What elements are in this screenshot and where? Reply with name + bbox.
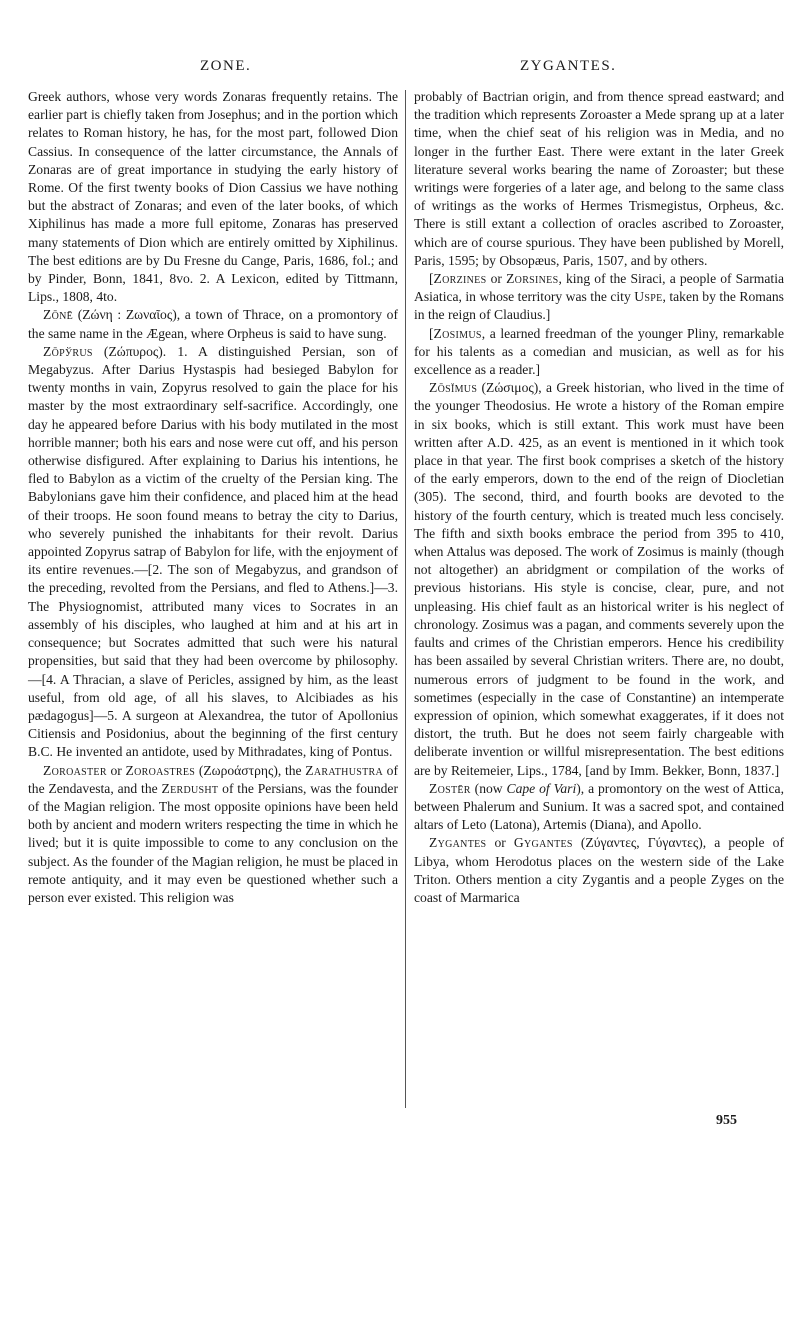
headword-zopyrus: Zōpўrus	[43, 343, 93, 359]
entry-zoster-modern-name: Cape of Vari	[506, 780, 577, 796]
headword-zosimus-historian: Zōsĭmus	[429, 380, 478, 396]
zonaras-continuation: Greek authors, whose very words Zonaras frequently retains. The earlier part is chiefly taken from Josephus; and in the portion which relates to Roman history, he has, for the most part, followed Dion Cassius. In consequence of the latter circumstance, the Annals of Zonaras are of great importance in studying the early history of Rome. Of the first twenty books of Dion Cassius we have nothing but the abstract of Zonaras; and even of the later books, of which Xiphilinus has made a more full epitome, Zonaras has preserved many statements of Dion which are entirely omitted by Xiphilinus. The best editions are by Du Fresne du Cange, Paris, 1686, fol.; and by Pinder, Bonn, 1841, 8vo. 2. A Lexicon, edited by Tittmann, Lips., 1808, 4to.	[28, 89, 398, 305]
connector-or: or	[486, 835, 514, 851]
entry-zone-text: (Ζώνη : Ζωναῖος), a town of Thrace, on a promontory of the same name in the Ægean, where Orpheus is said to have sung.	[28, 307, 398, 341]
headword-gygantes: Gygantes	[513, 835, 573, 851]
entry-zosimus-freedman-text: , a learned freedman of the younger Pliny, remarkable for his talents as a comedian and musician, as well as for his excellence as a reader.]	[414, 325, 784, 378]
entry-zosimus-historian-text: (Ζώσιμος), a Greek historian, who lived in the time of the younger Theodosius. He wrote a history of the Roman empire in six books, which is still extant. This work must have been written after A.D. 425, as an event is mentioned in it which took place in that year. The first book comprises a sketch of the history of the early emperors, down to the end of the reign of Diocletian (305). The second, third, and fourth books are devoted to the history of the fourth century, which is treated much less concisely. The fifth and sixth books embrace the period from 395 to 410, when Attalus was deposed. The work of Zosimus is mainly (though not altogether) an abridgment or compilation of the works of previous historians. His style is concise, clear, pure, and not unpleasing. His chief fault as an historical writer is his neglect of chronology. Zosimus was a pagan, and comments severely upon the faults and crimes of the Christian emperors. Hence his credibility has been assailed by several Christian writers. There are, no doubt, numerous errors of judgment to be found in the work, and sometimes (especially in the case of Constantine) an intemperate expression of opinion, which somewhat exaggerates, if it does not distort, the truth. But he does not seem fairly chargeable with deliberate invention or willful misrepresentation. The best editions are by Reitemeier, Lips., 1784, [and by Imm. Bekker, Bonn, 1837.]	[414, 380, 784, 778]
running-head-right: ZYGANTES.	[520, 58, 617, 74]
headword-zone: Zōnē	[43, 307, 74, 323]
left-column	[28, 88, 398, 907]
bracket-open: [	[429, 271, 434, 287]
entry-zosimus-historian	[414, 379, 784, 779]
entry-zygantes	[414, 834, 784, 907]
headword-zoroastres: Zoroastres	[125, 762, 196, 778]
running-head-left: ZONE.	[200, 58, 252, 74]
bracket-open: [	[429, 325, 434, 341]
entry-zoroaster-text-1: (Ζωροάστρης), the	[195, 762, 306, 778]
entry-zoster	[414, 780, 784, 835]
right-column	[414, 88, 784, 907]
entry-zorzines-text-1: , king of the Siraci, a people of Sarmatia Asiatica, in whose territory was the city	[414, 271, 785, 305]
headword-zoroaster: Zoroaster	[43, 762, 107, 778]
entry-zygantes-text: (Ζύγαντες, Γύγαντες), a people of Libya, whom Herodotus places on the western side of the Lake Triton. Others mention a city Zygantis and a people Zyges on the coast of Marmarica	[414, 835, 785, 905]
entry-zoroaster-text-2: of the Zendavesta, and the	[28, 762, 399, 796]
entry-zoroaster-text-3: of the Persians, was the founder of the Magian religion. The most opposite opinions have been held both by ancient and modern writers respecting the time in which he lived; but it is quite impossible to come to any conclusion on the subject. As the founder of the Magian religion, he must be placed in remote antiquity, and it may even be questioned whether such a person ever existed. This religion was	[28, 780, 398, 905]
connector-or: or	[106, 762, 126, 778]
entry-zopyrus	[28, 343, 398, 762]
entry-zorzines	[414, 270, 784, 325]
headword-zorsines: Zorsines	[506, 271, 559, 287]
entry-zone	[28, 306, 398, 342]
headword-zerdusht: Zerdusht	[161, 780, 219, 796]
headword-zarathustra: Zarathustra	[305, 762, 383, 778]
entry-zoroaster	[28, 762, 398, 908]
headword-uspe: Uspe	[634, 289, 663, 305]
entry-zosimus-freedman	[414, 325, 784, 380]
headword-zorzines: Zorzines	[433, 271, 487, 287]
headword-zoster: Zostēr	[429, 780, 471, 796]
entry-zoster-text-1: (now	[470, 780, 507, 796]
entry-zoster-text-2: ), a promontory on the west of Attica, between Phalerum and Sunium. It was a sacred spot, and contained altars of Leto (Latona), Artemis (Diana), and Apollo.	[414, 780, 784, 833]
entry-zorzines-text-2: , taken by the Romans in the reign of Claudius.]	[414, 289, 784, 323]
page-number: 955	[716, 1113, 737, 1128]
zoroaster-continuation: probably of Bactrian origin, and from thence spread eastward; and the tradition which represents Zoroaster a Mede sprang up at a later time, when the chief seat of his religion was in Media, and no longer in the further East. There were extant in the later Greek literature several works bearing the name of Zoroaster; but these writings were forgeries of a later age, and belong to the same class of writings as the works of Hermes Trismegistus, Orpheus, &c. There is still extant a collection of oracles ascribed to Zoroaster, which are of course spurious. They have been published by Morell, Paris, 1595; by Obsopæus, Paris, 1507, and by others.	[414, 89, 784, 268]
headword-zygantes: Zygantes	[429, 835, 487, 851]
entry-zopyrus-text: (Ζώπυρος). 1. A distinguished Persian, son of Megabyzus. After Darius Hystaspis had besieged Babylon for twenty months in vain, Zopyrus resolved to gain the place for his master by the most extraordinary self-sacrifice. Accordingly, one day he appeared before Darius with his body mutilated in the most horrible manner; both his ears and nose were cut off, and his person otherwise disfigured. After explaining to Darius his intentions, he fled to Babylon as a victim of the cruelty of the Persian king. The Babylonians gave him their confidence, and placed him at the head of their troops. He soon found means to betray the city to Darius, who severely punished the inhabitants for their revolt. Darius appointed Zopyrus satrap of Babylon for life, with the enjoyment of its entire revenues.—[2. The son of Megabyzus, and grandson of the preceding, revolted from the Persians, and fled to Athens.]—3. The Physiognomist, attributed many vices to Socrates in an assembly of his disciples, who laughed at him and at his art in consequence; but Socrates admitted that such were his natural propensities, but said that they had been overcome by philosophy.—[4. A Thracian, a slave of Pericles, assigned by him, as the least useful, from old age, of all his slaves, to Alcibiades as his pædagogus]—5. A surgeon at Alexandrea, the tutor of Apollonius Citiensis and Posidonius, about the beginning of the first century B.C. He invented an antidote, used by Mithradates, king of Pontus.	[28, 343, 398, 760]
connector-or: or	[486, 271, 507, 287]
column-divider	[405, 90, 406, 1108]
headword-zosimus-freedman: Zosimus	[433, 325, 482, 341]
